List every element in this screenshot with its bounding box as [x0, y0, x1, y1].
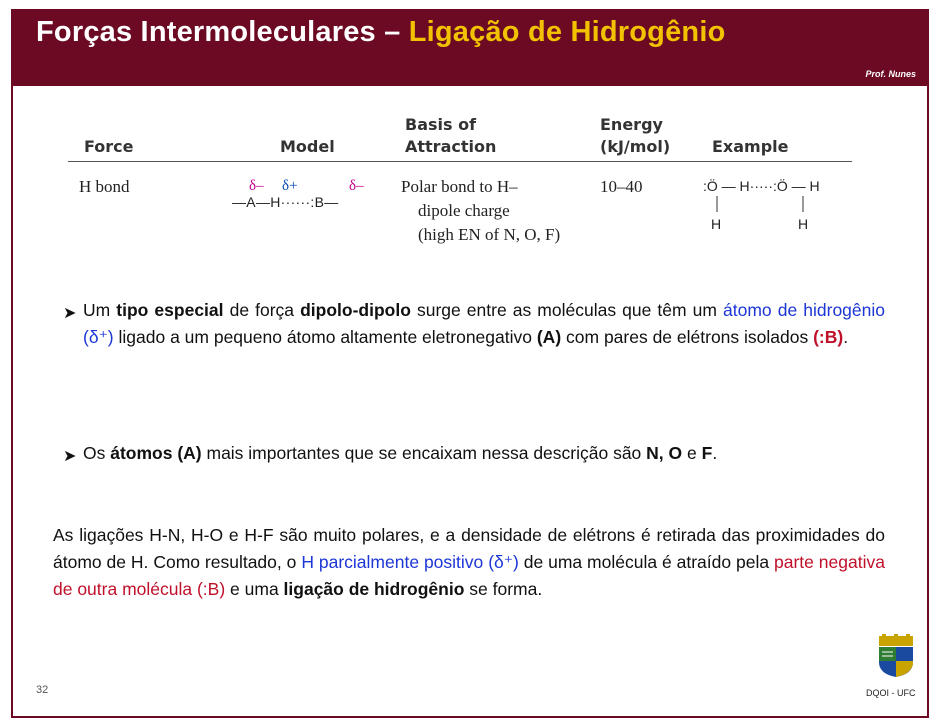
- b1-b4: com pares de elétrons isolados: [561, 327, 814, 347]
- b2-t3: e: [682, 443, 702, 463]
- example-h-left: H: [711, 216, 722, 232]
- example-formula: :Ö — H·····:Ö — H: [703, 178, 820, 194]
- model-delta-a: δ–: [249, 178, 264, 194]
- header-energy-line1: Energy: [600, 115, 663, 134]
- b1-t2: de força: [223, 300, 301, 320]
- basis-line2: dipole charge: [418, 201, 510, 220]
- bullet-arrow-icon: ➤: [63, 305, 77, 322]
- b1-blue1: átomo de hidrogênio (δ⁺): [83, 300, 885, 347]
- b1-red1: (:B): [813, 327, 844, 347]
- basis-line1: Polar bond to H–: [401, 177, 518, 196]
- b1-t3: surge entre as moléculas que têm um: [410, 300, 724, 320]
- p-b1: ligação de hidrogênio: [283, 579, 465, 599]
- b1-t4: ligado a um pequeno átomo altamente eletronegativo: [113, 327, 537, 347]
- b2-t1: Os: [83, 443, 111, 463]
- header-energy-line2: (kJ/mol): [600, 137, 671, 156]
- title-highlight: Ligação de Hidrogênio: [408, 16, 726, 48]
- bullet-arrow-icon: ➤: [63, 448, 77, 465]
- b1-b3: (A): [536, 327, 562, 347]
- header-example: Example: [712, 137, 789, 156]
- header-basis-line2: Attraction: [405, 137, 497, 156]
- row-energy: 10–40: [600, 177, 643, 196]
- b1-t5: .: [843, 327, 849, 347]
- body-paragraph: [53, 522, 885, 603]
- b2-b1: átomos (A): [110, 443, 202, 463]
- b2-t4: .: [712, 443, 718, 463]
- b2-b3: F: [701, 443, 713, 463]
- b1-b1: tipo especial: [116, 300, 224, 320]
- b1-t1: Um: [83, 300, 117, 320]
- example-bond-lines: [700, 190, 830, 216]
- b2-b2: N, O: [646, 443, 683, 463]
- b2-t2: mais importantes que se encaixam nessa descrição são: [201, 443, 647, 463]
- ufc-crest-logo-icon: [873, 634, 919, 678]
- p-t4: se forma.: [464, 579, 543, 599]
- header-basis-line1: Basis of: [405, 115, 477, 134]
- model-formula: —A—H······:B—: [232, 194, 339, 210]
- slide-title: [36, 16, 726, 49]
- header-model: Model: [280, 137, 335, 156]
- header-force: Force: [84, 137, 134, 156]
- bullet-1-text: [83, 297, 885, 351]
- page-number: 32: [36, 684, 49, 696]
- b1-b2: dipolo-dipolo: [300, 300, 411, 320]
- table-rule: [68, 161, 852, 162]
- row-force: H bond: [79, 177, 130, 196]
- author-label: Prof. Nunes: [865, 69, 916, 79]
- model-delta-h: δ+: [282, 178, 298, 194]
- p-t3: e uma: [225, 579, 284, 599]
- p-t2: de uma molécula é atraído pela: [518, 552, 775, 572]
- p-blue1: H parcialmente positivo (δ⁺): [301, 552, 519, 572]
- p-t1: As ligações H-N, H-O e H-F são muito polares, e a densidade de elétrons é retirada das proximidades do átomo de H. Como resultado, o: [53, 525, 885, 572]
- bullet-2-text: [83, 440, 885, 467]
- model-delta-b: δ–: [349, 178, 364, 194]
- p-red1: parte negativa de outra molécula (:B): [53, 552, 885, 599]
- institution-label: DQOI - UFC: [866, 688, 916, 698]
- title-main: Forças Intermoleculares –: [36, 16, 409, 48]
- basis-line3: (high EN of N, O, F): [418, 225, 561, 244]
- example-h-right: H: [798, 216, 809, 232]
